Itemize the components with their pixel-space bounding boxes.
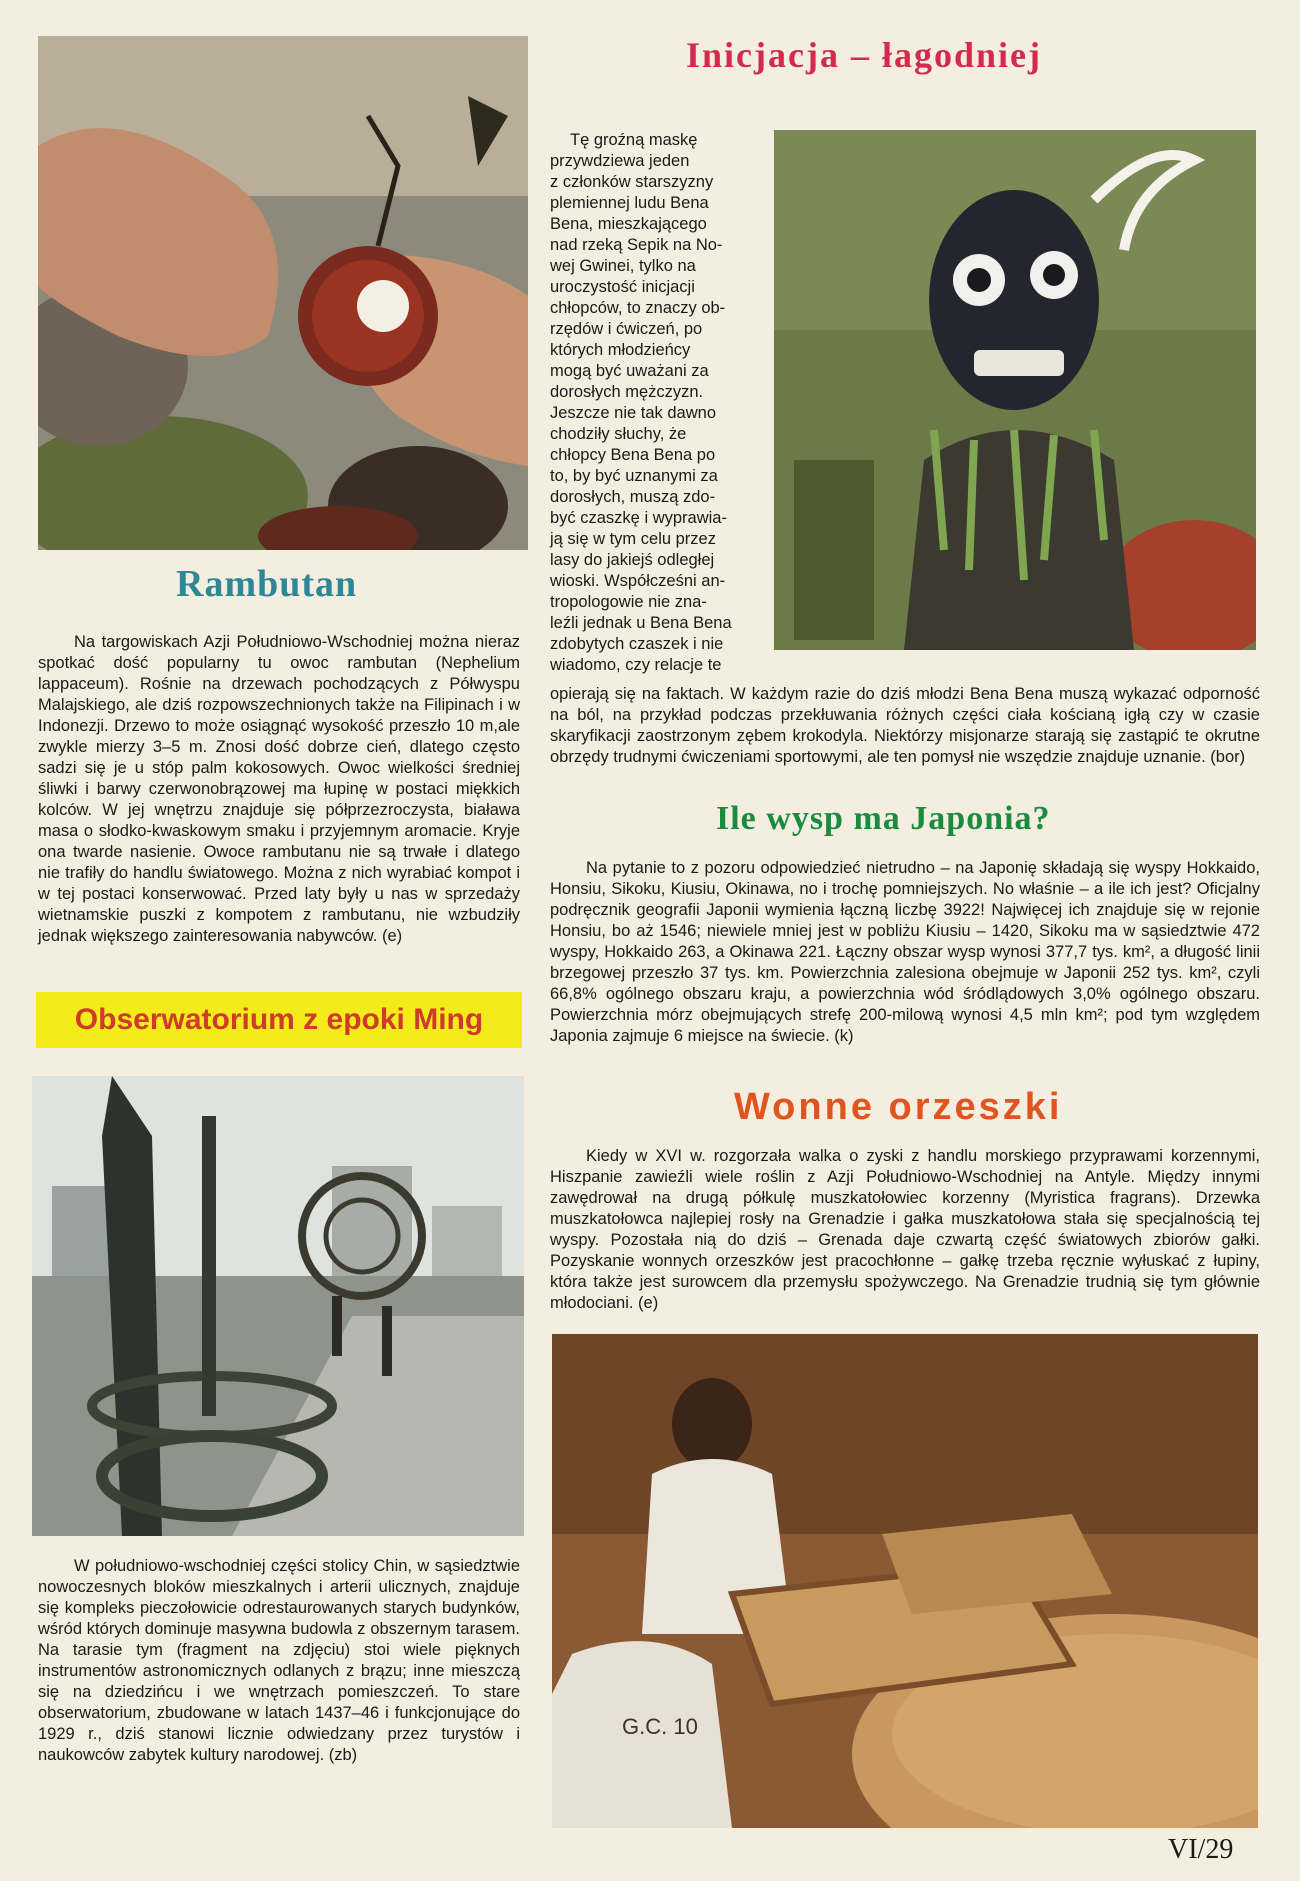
- japonia-text: [550, 858, 1260, 1047]
- text-line: ją się w tym celu przez: [550, 530, 716, 548]
- inicjacja-title: Inicjacja – łagodniej: [686, 35, 1042, 75]
- inicjacja-narrow-text: [550, 130, 762, 676]
- paragraph: W południowo-wschodniej części stolicy Chin, w sąsiedztwie nowoczesnych bloków mieszkalnych i arterii ulicznych, znajduje się kompleks pieczołowicie odrestaurowanych starych budynków, wśród których dominuje masywna budowla z obszernym tarasem. Na tarasie tym (fragment na zdjęciu) stoi wiele pięknych instrumentów astronomicznych odlanych z brązu; inne mieszczą się na dziedzińcu i we wnętrzach pomieszczeń. To stare obserwatorium, zbudowane w latach 1437–46 i funkcjonujące do 1929 r., dziś stanowi licznie odwiedzany przez turystów i naukowców zabytek kultury narodowej. (zb): [38, 1557, 520, 1764]
- text-line: zdobytych czaszek i nie: [550, 635, 724, 653]
- text-line: chodziły słuchy, że: [550, 425, 687, 443]
- text-line: wioski. Współcześni an-: [550, 572, 726, 590]
- text-line: przywdziewa jeden: [550, 152, 690, 170]
- paragraph: Na targowiskach Azji Południowo-Wschodniej można nieraz spotkać dość popularny tu owoc rambutan (Nephelium lappaceum). Rośnie na drzewach pochodzących z Półwyspu Malajskiego, ale dziś rozpowszechnionych także na Filipinach i w Indonezji. Drzewo to może osiągnąć wysokość przeszło 10 m,ale zwykle mierzy 3–5 m. Znosi dość dobrze cień, dlatego często sadzi się je u stóp palm kokosowych. Owoc wielkości średniej śliwki i barwy czerwonobrązowej ma łupinę w postaci miękkich kolców. W jej wnętrzu znajduje się półprzezroczysta, biaława masa o słodko-kwaskowym smaku i przyjemnym aromacie. Kryje ona twarde nasienie. Owoce rambutanu nie są trwałe i dlatego nie trafiły do handlu światowego. Można z nich wyrabiać kompot i w tej postaci konserwować. Przed laty były u nas w sprzedaży wietnamskie puszki z kompotem z rambutanu, nie wzbudziły jednak większego zainteresowania nabywców. (e): [38, 633, 520, 945]
- text-line: plemiennej ludu Bena: [550, 194, 709, 212]
- text-line: wiadomo, czy relacje te: [550, 656, 722, 674]
- text-line: Tę groźną maskę: [570, 131, 698, 149]
- ming-title-box: [36, 992, 522, 1048]
- text-line: rzędów i ćwiczeń, po: [550, 320, 703, 338]
- text-line: leźli jednak u Bena Bena: [550, 614, 732, 632]
- paragraph: opierają się na faktach. W każdym razie do dziś młodzi Bena Bena muszą wykazać odporność na ból, na przykład podczas przekłuwania różnych części ciała kościaną igłą czy w czasie skaryfikacji zaostrzonym zębem krokodyla. Niektórzy misjonarze starają się zastąpić te okrutne obrzędy trudnymi ćwiczeniami sportowymi, ale ten pomysł nie wszędzie znajduje uznanie. (bor): [550, 685, 1260, 766]
- rambutan-text: [38, 632, 520, 947]
- text-line: tropologowie nie zna-: [550, 593, 707, 611]
- mask-photo: [774, 130, 1256, 650]
- text-line: być czaszkę i wyprawia-: [550, 509, 727, 527]
- orzeszki-text: [550, 1146, 1260, 1314]
- text-line: nad rzeką Sepik na No-: [550, 236, 723, 254]
- rambutan-title: Rambutan: [176, 563, 358, 605]
- text-line: chłopców, to znaczy ob-: [550, 299, 726, 317]
- text-line: uroczystość inicjacji: [550, 278, 695, 296]
- nutmeg-photo: [552, 1334, 1258, 1828]
- text-line: wej Gwinei, tylko na: [550, 257, 696, 275]
- text-line: chłopcy Bena Bena po: [550, 446, 716, 464]
- paragraph: Kiedy w XVI w. rozgorzała walka o zyski z handlu morskiego przyprawami korzennymi, Hiszpanie zawieźli wiele roślin z Azji Południowo-Wschodniej na Antyle. Między innymi zawędrował na drugą półkulę muszkatołowiec korzenny (Myristica fragrans). Drzewka muszkatołowca najlepiej rosły na Grenadzie i gałka muszkatołowa stała się specjalnością tej wyspy. Pozostała nią do dziś – Grenada daje czwartą część światowych zbiorów gałki. Pozyskanie wonnych orzeszków jest pracochłonne – gałkę trzeba ręcznie wyłuskać z łupiny, która także jest surowcem dla przemysłu spożywczego. Na Grenadzie trudnią się tym głównie młodociani. (e): [550, 1147, 1260, 1312]
- inicjacja-wide-text: [550, 684, 1260, 768]
- paragraph: Na pytanie to z pozoru odpowiedzieć nietrudno – na Japonię składają się wyspy Hokkaido, Honsiu, Sikoku, Kiusiu, Okinawa, no i trochę pomniejszych. No właśnie – a ile ich jest? Oficjalny podręcznik geografii Japonii wymienia łączną liczbę 3922! Najwięcej ich znajduje się w rejonie Honsiu, bo aż 1546; niewiele mniej jest w pobliżu Kiusiu – 1420, Sikoku ma w sąsiedztwie 472 wyspy, Hokkaido 263, a Okinawa 221. Łączny obszar wysp wynosi 377,7 tys. km², a długość linii brzegowej przeszło 37 tys. km. Powierzchnia zalesiona obejmuje w Japonii 252 tys. km², czyli 66,8% ogólnego obszaru kraju, a powierzchnia wód śródlądowych 3,0% ogólnego obszaru. Powierzchnia mórz obejmujących strefę 200-milową wynosi 4,5 mln km²; pod tym względem Japonia zajmuje 6 miejsce na świecie. (k): [550, 859, 1260, 1045]
- ming-title: Obserwatorium z epoki Ming: [74, 1003, 484, 1036]
- orzeszki-title: Wonne orzeszki: [734, 1086, 1063, 1128]
- text-line: Jeszcze nie tak dawno: [550, 404, 717, 422]
- text-line: dorosłych mężczyzn.: [550, 383, 704, 401]
- text-line: dorosłych, muszą zdo-: [550, 488, 716, 506]
- ming-text: [38, 1556, 520, 1766]
- text-line: Bena, mieszkającego: [550, 215, 707, 233]
- observatory-photo: [32, 1076, 524, 1536]
- text-line: z członków starszyzny: [550, 173, 714, 191]
- text-line: których młodzieńcy: [550, 341, 691, 359]
- rambutan-photo: [38, 36, 528, 550]
- text-line: to, by być uznanymi za: [550, 467, 718, 485]
- text-line: mogą być uważani za: [550, 362, 709, 380]
- sack-label: G.C. 10: [622, 1714, 698, 1739]
- japonia-title: Ile wysp ma Japonia?: [716, 800, 1051, 837]
- page-number: VI/29: [1168, 1834, 1234, 1865]
- text-line: lasy do jakiejś odległej: [550, 551, 715, 569]
